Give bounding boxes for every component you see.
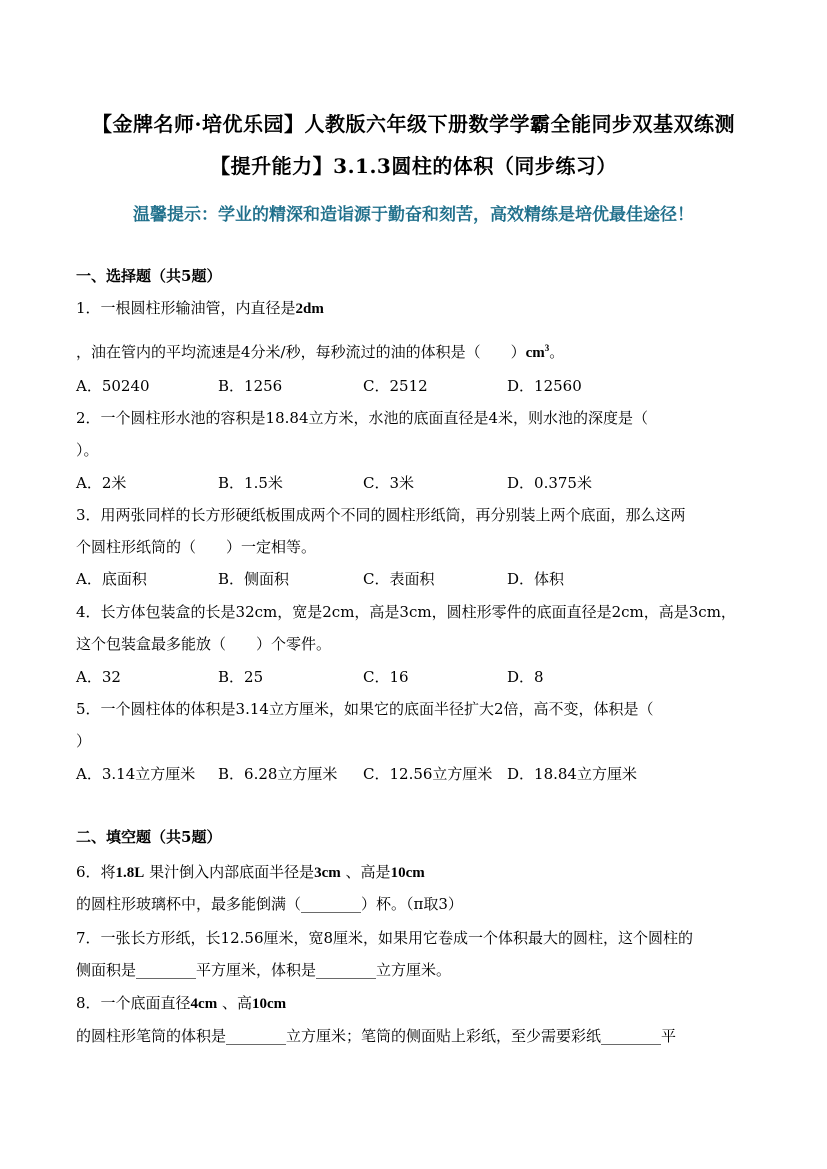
q6-line-1 [76,862,751,883]
section-fill-title: 二、填空题（共5题） [76,828,222,846]
q5-line-2: ） [76,732,92,750]
q5-option-d[interactable]: D．18.84立方厘米 [507,765,637,783]
q3-option-b[interactable]: B．侧面积 [218,570,290,588]
q5-line-1: 5．一个圆柱体的体积是3.14立方厘米，如果它的底面半径扩大2倍，高不变，体积是（ [76,700,654,718]
q3-option-a[interactable]: A．底面积 [76,570,147,588]
q4-option-a[interactable]: A．32 [76,668,121,686]
q2-line-1: 2．一个圆柱形水池的容积是18.84立方米，水池的底面直径是4米，则水池的深度是（ [76,409,649,427]
hint-text: 温馨提示：学业的精深和造诣源于勤奋和刻苦，高效精练是培优最佳途径！ [133,205,694,225]
q1-option-a[interactable]: A．50240 [76,377,150,395]
q2-option-b[interactable]: B．1.5米 [218,474,283,492]
q1-unit-sup: 3 [544,343,550,353]
q7-line-1: 7．一张长方形纸，长12.56厘米，宽8厘米，如果用它卷成一个体积最大的圆柱，这个圆柱的 [76,929,694,947]
q1-line-1 [76,298,751,319]
q7-line-2: 侧面积是________平方厘米，体积是________立方厘米。 [76,961,452,979]
q1-unit: cm [525,345,545,361]
q4-option-c[interactable]: C．16 [363,668,409,686]
q2-option-d[interactable]: D．0.375米 [507,474,592,492]
q8-math-diameter: 4cm [190,996,218,1012]
q1-text: 1．一根圆柱形输油管，内直径是 [76,299,296,317]
section-choice-title: 一、选择题（共5题） [76,267,222,285]
q6-math-height: 10cm [390,865,425,881]
q6-text-a: 6．将 [76,863,116,881]
q5-option-b[interactable]: B．6.28立方厘米 [218,765,338,783]
q1-option-b[interactable]: B．1256 [218,377,283,395]
q8-text-a: 8．一个底面直径 [76,994,191,1012]
title-line-2: 【提升能力】3.1.3圆柱的体积（同步练习） [210,154,617,178]
q3-option-c[interactable]: C．表面积 [363,570,435,588]
q8-text-b: 、高 [221,994,252,1012]
q8-math-height: 10cm [252,996,287,1012]
q2-line-2: ）。 [76,441,99,459]
q1-line-2 [76,338,751,363]
q5-option-c[interactable]: C．12.56立方厘米 [363,765,493,783]
q2-option-a[interactable]: A．2米 [76,474,127,492]
q3-line-2: 个圆柱形纸筒的（ ）一定相等。 [76,538,317,556]
q1-option-d[interactable]: D．12560 [507,377,582,395]
title-line-1: 【金牌名师·培优乐园】人教版六年级下册数学学霸全能同步双基双练测 [92,112,735,136]
q6-math-volume: 1.8L [115,865,145,881]
q3-line-1: 3．用两张同样的长方形硬纸板围成两个不同的圆柱形纸筒，再分别装上两个底面，那么这两 [76,506,686,524]
q6-line-2: 的圆柱形玻璃杯中，最多能倒满（________）杯。（π取3） [76,895,463,913]
q2-option-c[interactable]: C．3米 [363,474,415,492]
q6-math-radius: 3cm [314,865,341,881]
q4-line-2: 这个包装盒最多能放（ ）个零件。 [76,635,332,653]
q5-option-a[interactable]: A．3.14立方厘米 [76,765,196,783]
q1-math-diameter: 2dm [295,301,324,317]
q1-option-c[interactable]: C．2512 [363,377,428,395]
q1-end: 。 [549,343,565,361]
q1-text-2: ，油在管内的平均流速是4分米/秒，每秒流过的油的体积是（ ） [76,343,526,361]
q8-line-2: 的圆柱形笔筒的体积是________立方厘米；笔筒的侧面贴上彩纸，至少需要彩纸________平 [76,1027,677,1045]
q4-line-1: 4．长方体包装盒的长是32cm，宽是2cm，高是3cm，圆柱形零件的底面直径是2cm，高是3cm， [76,603,736,621]
q3-option-d[interactable]: D．体积 [507,570,565,588]
q4-option-d[interactable]: D．8 [507,668,544,686]
q4-option-b[interactable]: B．25 [218,668,264,686]
q6-text-b: 果汁倒入内部底面半径是 [149,863,315,881]
q8-line-1 [76,993,751,1014]
q6-text-c: 、高是 [345,863,391,881]
